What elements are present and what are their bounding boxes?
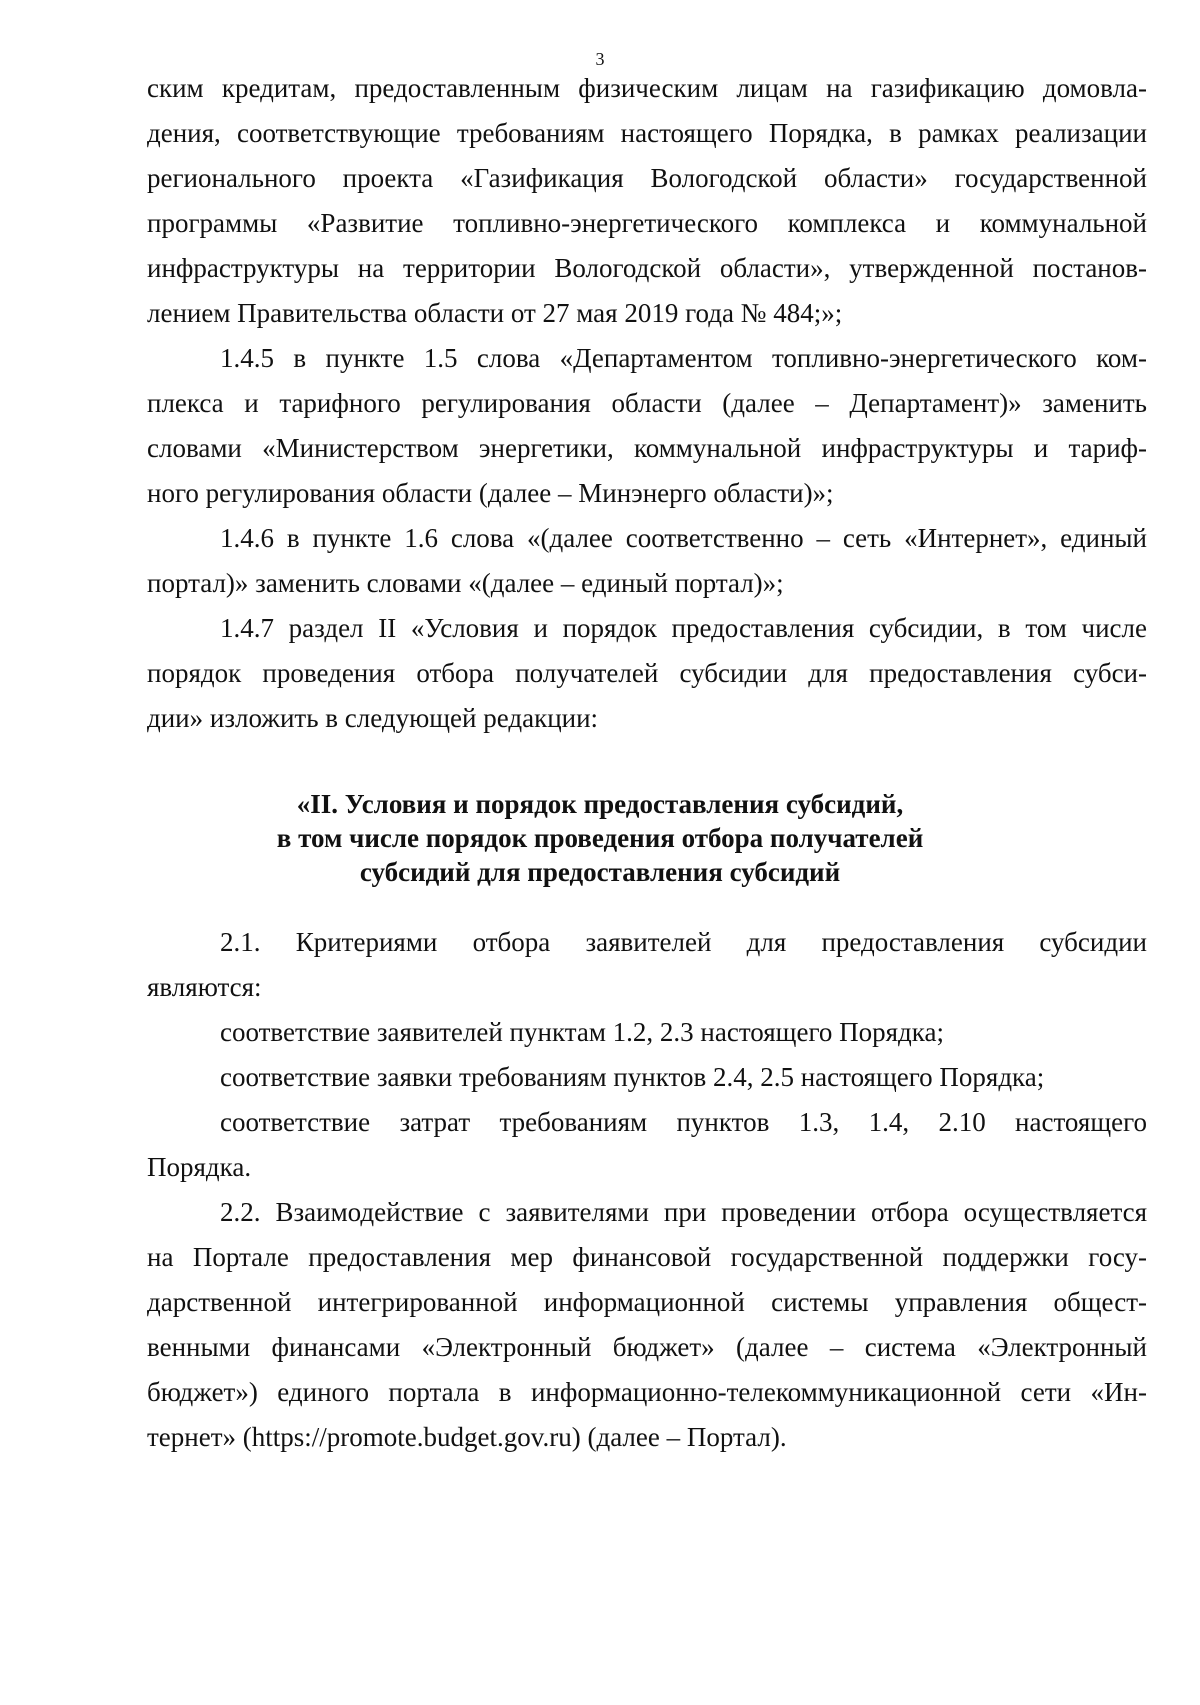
text-line: программы «Развитие топливно-энергетического комплекса и коммунальной — [147, 208, 1147, 238]
text-line: на Портале предоставления мер финансовой государственной поддержки госу- — [147, 1242, 1147, 1272]
text-line: дарственной интегрированной информационной системы управления общест- — [147, 1287, 1147, 1317]
text-line: 1.4.7 раздел II «Условия и порядок предоставления субсидии, в том числе — [220, 613, 1147, 643]
section-heading-line: «II. Условия и порядок предоставления субсидий, — [296, 789, 904, 819]
text-line: 1.4.6 в пункте 1.6 слова «(далее соответственно – сеть «Интернет», единый — [220, 523, 1147, 553]
text-line: 2.2. Взаимодействие с заявителями при проведении отбора осуществляется — [220, 1197, 1147, 1227]
text-line: соответствие заявки требованиям пунктов 2.4, 2.5 настоящего Порядка; — [220, 1062, 1045, 1092]
text-line: 1.4.5 в пункте 1.5 слова «Департаментом топливно-энергетического ком- — [220, 343, 1147, 373]
section-heading-line: в том числе порядок проведения отбора получателей — [276, 823, 924, 853]
text-line: регионального проекта «Газификация Вологодской области» государственной — [147, 163, 1147, 193]
text-line: инфраструктуры на территории Вологодской области», утвержденной постанов- — [147, 253, 1147, 283]
text-line: ного регулирования области (далее – Минэнерго области)»; — [147, 478, 834, 508]
text-line: соответствие затрат требованиям пунктов 1.3, 1.4, 2.10 настоящего — [220, 1107, 1147, 1137]
text-line: венными финансами «Электронный бюджет» (далее – система «Электронный — [147, 1332, 1147, 1362]
text-line: 2.1. Критериями отбора заявителей для предоставления субсидии — [220, 927, 1147, 957]
text-line: тернет» (https://promote.budget.gov.ru) (далее – Портал). — [147, 1422, 787, 1452]
text-line: порядок проведения отбора получателей субсидии для предоставления субси- — [147, 658, 1147, 688]
text-line: портал)» заменить словами «(далее – единый портал)»; — [147, 568, 784, 598]
page-number: 3 — [595, 49, 605, 69]
text-line: ским кредитам, предоставленным физическим лицам на газификацию домовла- — [147, 73, 1147, 103]
text-line: Порядка. — [147, 1152, 252, 1182]
section-heading-line: субсидий для предоставления субсидий — [359, 857, 841, 887]
text-line: лением Правительства области от 27 мая 2019 года № 484;»; — [147, 298, 843, 328]
text-line: являются: — [147, 972, 262, 1002]
text-line: дии» изложить в следующей редакции: — [147, 703, 599, 733]
text-line: дения, соответствующие требованиям настоящего Порядка, в рамках реализации — [147, 118, 1147, 148]
text-line: плекса и тарифного регулирования области (далее – Департамент)» заменить — [147, 388, 1147, 418]
text-line: соответствие заявителей пунктам 1.2, 2.3 настоящего Порядка; — [220, 1017, 944, 1047]
text-line: словами «Министерством энергетики, коммунальной инфраструктуры и тариф- — [147, 433, 1147, 463]
text-line: бюджет») единого портала в информационно-телекоммуникационной сети «Ин- — [147, 1377, 1147, 1407]
